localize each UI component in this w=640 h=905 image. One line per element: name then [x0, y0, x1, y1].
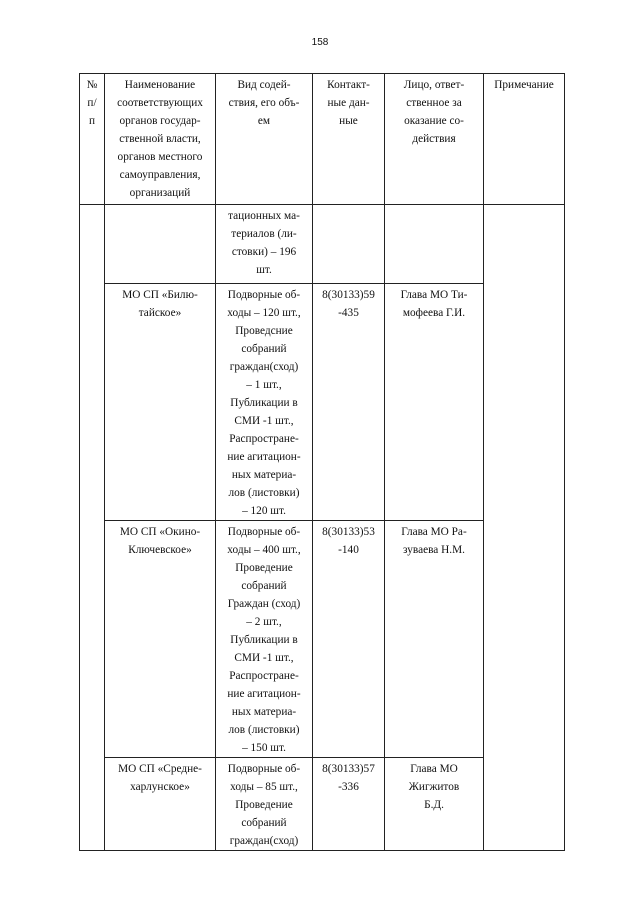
- header-cell-person: Лицо, ответ- ственное за оказание со- действия: [385, 74, 484, 205]
- header-cell-note: Примечание: [484, 74, 565, 205]
- table-row: [80, 205, 565, 284]
- org-cell: [105, 205, 216, 284]
- contact-cell: 8(30133)57 -336: [313, 758, 385, 851]
- table-header-row: [80, 74, 565, 205]
- org-cell: МО СП «Окино- Ключевское»: [105, 521, 216, 758]
- header-cell-assistance: Вид содей- ствия, его объ- ем: [216, 74, 313, 205]
- assistance-cell: тационных ма- териалов (ли- стовки) – 196 шт.: [216, 205, 313, 284]
- header-cell-num: № п/ п: [80, 74, 105, 205]
- contact-cell: [313, 205, 385, 284]
- contact-cell: 8(30133)53 -140: [313, 521, 385, 758]
- assistance-cell: Подворные об- ходы – 85 шт., Проведение собраний граждан(сход): [216, 758, 313, 851]
- note-cell: [484, 205, 565, 851]
- person-cell: Глава МО Ти- мофеева Г.И.: [385, 284, 484, 521]
- assistance-cell: Подворные об- ходы – 120 шт., Проведсние собраний граждан(сход) – 1 шт., Публикации в СМИ -1 шт., Распростране- ние агитацион- ных материа- лов (листовки) – 120 шт.: [216, 284, 313, 521]
- org-cell: МО СП «Билю- тайское»: [105, 284, 216, 521]
- person-cell: [385, 205, 484, 284]
- header-cell-org: Наименование соответствующих органов государ- ственной власти, органов местного самоуправления, организаций: [105, 74, 216, 205]
- person-cell: Глава МО Жигжитов Б.Д.: [385, 758, 484, 851]
- assistance-cell: Подворные об- ходы – 400 шт., Проведение собраний Граждан (сход) – 2 шт., Публикации в СМИ -1 шт., Распростране- ние агитацион- ных материа- лов (листовки) – 150 шт.: [216, 521, 313, 758]
- contact-cell: 8(30133)59 -435: [313, 284, 385, 521]
- num-cell: [80, 205, 105, 851]
- assistance-table: [79, 73, 565, 851]
- org-cell: МО СП «Средне- харлунское»: [105, 758, 216, 851]
- page-number: 158: [311, 37, 329, 48]
- person-cell: Глава МО Ра- зуваева Н.М.: [385, 521, 484, 758]
- header-cell-contact: Контакт- ные дан- ные: [313, 74, 385, 205]
